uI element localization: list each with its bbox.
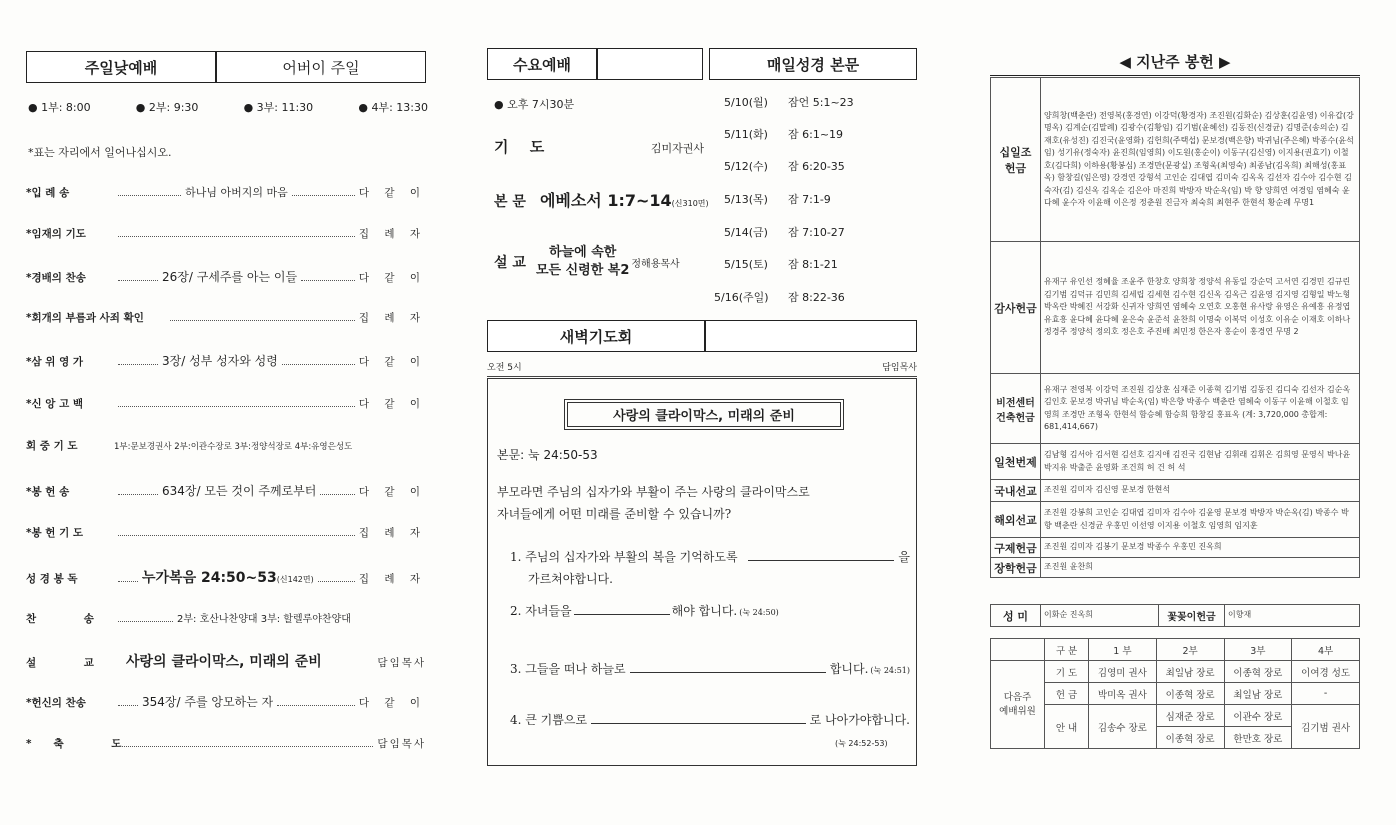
misc-names: 이화순 진옥희 bbox=[1041, 605, 1159, 627]
offering-names: 김남형 김서아 김서현 김선호 김지애 김진국 김현남 김휘래 김휘온 김희영 문영식 박나윤 박지유 박출준 윤영화 조건희 허 건 허 석 bbox=[1041, 444, 1360, 480]
notes-intro-line-1: 부모라면 주님의 십자가와 부활이 주는 사랑의 클라이막스로 bbox=[497, 485, 810, 499]
wednesday-sermon bbox=[494, 244, 708, 280]
order-label: 찬 송 bbox=[26, 613, 116, 625]
duty-role: 안 내 bbox=[1045, 705, 1089, 749]
scripture-label: 본 문 bbox=[494, 194, 526, 210]
order-row bbox=[26, 482, 426, 499]
daily-text: 잠 6:20-35 bbox=[788, 160, 845, 173]
leader-dots bbox=[118, 357, 158, 365]
order-leader: 다 같 이 bbox=[358, 486, 426, 498]
notes-intro bbox=[497, 481, 913, 525]
leader-dots bbox=[118, 528, 355, 536]
q1-suffix: 을 bbox=[898, 550, 910, 564]
stand-note: *표는 자리에서 일어나십시오. bbox=[28, 146, 172, 159]
order-label: *헌신의 찬송 bbox=[26, 697, 86, 709]
order-row bbox=[26, 525, 426, 540]
daily-entry bbox=[724, 94, 854, 110]
sermon-person: 정해용목사 bbox=[631, 258, 680, 270]
wednesday-scripture bbox=[494, 188, 709, 211]
leader-dots bbox=[118, 739, 373, 747]
leader-dots bbox=[118, 273, 158, 281]
q4-blank[interactable] bbox=[591, 714, 806, 724]
order-label: *신 앙 고 백 bbox=[26, 398, 84, 410]
order-content: 1부:문보경권사 2부:이관수장로 3부:정양석장로 4부:유영은성도 bbox=[114, 442, 353, 452]
q1-continuation: 가르쳐야합니다. bbox=[528, 572, 613, 586]
duty-person: 한만호 장로 bbox=[1224, 727, 1292, 749]
duty-person: 심재준 장로 bbox=[1156, 705, 1224, 727]
daily-header bbox=[709, 48, 917, 80]
order-content: 2부: 호산나찬양대 3부: 할렐루야찬양대 bbox=[177, 614, 351, 625]
sermon-title-1: 하늘에 속한 bbox=[549, 245, 617, 260]
notes-q2 bbox=[510, 602, 910, 619]
order-row bbox=[26, 184, 426, 200]
sunday-title: 주일낮예배 bbox=[84, 58, 158, 77]
q4-text: 4. 큰 기쁨으로 bbox=[510, 713, 588, 727]
daily-entry bbox=[724, 256, 838, 272]
q1-text: 1. 주님의 십자가와 부활의 복을 기억하도록 bbox=[510, 550, 738, 564]
q3-suffix: 합니다. bbox=[829, 662, 869, 676]
daily-text: 잠 8:22-36 bbox=[788, 291, 845, 304]
duty-header: 2부 bbox=[1156, 639, 1224, 661]
order-leader: 다 같 이 bbox=[358, 697, 426, 709]
duty-role: 헌 금 bbox=[1045, 683, 1089, 705]
q1-blank[interactable] bbox=[748, 551, 895, 561]
order-leader: 담임목사 bbox=[377, 657, 426, 669]
order-leader: 다 같 이 bbox=[358, 398, 426, 410]
next-week-duty-table bbox=[990, 638, 1360, 749]
offerings-table bbox=[990, 77, 1360, 578]
offering-row bbox=[991, 558, 1360, 578]
leader-dots bbox=[277, 698, 355, 706]
notes-title-text: 사랑의 클라이막스, 미래의 준비 bbox=[613, 409, 795, 424]
order-leader: 다 같 이 bbox=[358, 272, 426, 284]
daily-date: 5/15(토) bbox=[724, 258, 768, 271]
duty-person: 김영미 권사 bbox=[1089, 661, 1157, 683]
offering-category: 십일조 헌금 bbox=[991, 78, 1041, 242]
wednesday-header bbox=[487, 48, 597, 80]
dawn-header bbox=[487, 320, 705, 352]
offering-row bbox=[991, 502, 1360, 538]
duty-role: 기 도 bbox=[1045, 661, 1089, 683]
order-row bbox=[26, 438, 426, 453]
offering-names: 양희창(백춘란) 전영복(홍경연) 이강덕(황경자) 조진원(김화순) 김상훈(김윤영) 이유갑(강명옥) 김계순(김말례) 김광수(김황임) 김기범(윤혜선) 김동진(신경균) 김명준(송의순) 김재호(유성진) 김진국(윤영화) 김헌희(주택섭) 문보경(백은향) 박귀님(주은혜) 박종수(윤석임) 성기유(정숙자) 윤진희(임영희) 이도원(홍순이) 이동구(김신영) 이지용(권효기) 이철호(김다희) 이하용(황봉심) 조경만(문광실) 조형욱(최영숙) 최종남(김옥희) 최해성(홍표옥) 함창길(임은영) 강경연 강형석 고인순 김대엽 김미숙 김옥옥 김선자 김수아 김수현 김숙자(김) 김신옥 김옥순 김은아 마진희 박방자 박순옥(임) 박 향 양희연 여경임 염혜숙 윤다혜 윤수자 이윤해 이은정 정춘원 진금자 최숙희 최현주 한현석 황순례 무명1 bbox=[1041, 78, 1360, 242]
offering-row bbox=[991, 374, 1360, 444]
daily-date: 5/13(목) bbox=[724, 193, 768, 206]
daily-entry bbox=[724, 191, 831, 207]
offering-category: 감사헌금 bbox=[991, 242, 1041, 374]
leader-dots bbox=[118, 229, 355, 237]
order-leader: 다 같 이 bbox=[358, 356, 426, 368]
offering-names: 유재구 전영복 이강덕 조진원 김상훈 심재준 이종혁 김기범 김동진 김디숙 김선자 김순옥 김인호 문보경 박귀님 박순옥(임) 박은향 박종수 백춘란 염혜숙 이동구 이윤해 이철호 임영희 조경만 조형욱 한현석 함승혜 함승희 함창길 홍표옥 (계: 3,720,000 총합계: 681,414,667) bbox=[1041, 374, 1360, 444]
misc-label: 성 미 bbox=[991, 605, 1041, 627]
q4-suffix: 로 나아가야합니다. bbox=[809, 713, 910, 727]
order-label: *임재의 기도 bbox=[26, 228, 86, 240]
prayer-label: 기 도 bbox=[494, 138, 553, 156]
leader-dots bbox=[118, 487, 158, 495]
order-content: 3장/ 성부 성자와 성령 bbox=[162, 354, 278, 368]
duty-person: 김송수 장로 bbox=[1089, 705, 1157, 749]
offering-category: 일천번제 bbox=[991, 444, 1041, 480]
order-label: *삼 위 영 가 bbox=[26, 356, 84, 368]
offering-row bbox=[991, 538, 1360, 558]
q2-ref: (눅 24:50) bbox=[739, 608, 779, 617]
order-content: 사랑의 클라이막스, 미래의 준비 bbox=[126, 654, 322, 670]
duty-person: 김기범 권사 bbox=[1292, 705, 1360, 749]
leader-dots bbox=[301, 273, 355, 281]
order-row bbox=[26, 610, 426, 626]
order-label: 성 경 봉 독 bbox=[26, 573, 78, 585]
daily-text: 잠 8:1-21 bbox=[788, 258, 838, 271]
order-row bbox=[26, 352, 426, 369]
sunday-subtitle: 어버이 주일 bbox=[282, 58, 360, 77]
offering-category: 비전센터 건축헌금 bbox=[991, 374, 1041, 444]
daily-date: 5/14(금) bbox=[724, 226, 768, 239]
duty-person: 최일남 장로 bbox=[1156, 661, 1224, 683]
offerings-title: ◀ 지난주 봉헌 ▶ bbox=[1119, 53, 1231, 71]
offering-row bbox=[991, 480, 1360, 502]
dawn-time: 오전 5시 bbox=[487, 363, 522, 373]
leader-dots bbox=[118, 614, 173, 622]
notes-q3 bbox=[510, 660, 910, 677]
offering-category: 해외선교 bbox=[991, 502, 1041, 538]
q2-suffix: 해야 합니다. bbox=[671, 604, 738, 618]
leader-dots bbox=[118, 188, 181, 196]
notes-q4 bbox=[510, 711, 910, 728]
flower-label: 꽃꽂이헌금 bbox=[1159, 605, 1225, 627]
order-row bbox=[26, 226, 426, 241]
offering-row bbox=[991, 444, 1360, 480]
order-row bbox=[26, 310, 426, 325]
wednesday-title: 수요예배 bbox=[513, 55, 571, 74]
duty-row bbox=[991, 705, 1360, 727]
offering-names: 조진원 강봉희 고인순 김대엽 김미자 김수아 김윤영 문보경 박방자 박순옥(김) 박종수 박 향 백춘란 신경균 우홍민 이선영 이지용 이철호 임영희 임지훈 bbox=[1041, 502, 1360, 538]
order-label: *봉 헌 송 bbox=[26, 486, 70, 498]
order-row bbox=[26, 693, 426, 710]
order-row bbox=[26, 396, 426, 411]
order-row bbox=[26, 651, 426, 671]
daily-date: 5/12(수) bbox=[724, 160, 768, 173]
scripture-page: (신142면) bbox=[276, 575, 314, 584]
daily-date: 5/16(주일) bbox=[714, 291, 769, 304]
duty-row bbox=[991, 683, 1360, 705]
daily-title: 매일성경 본문 bbox=[766, 55, 860, 74]
duty-header: 4부 bbox=[1292, 639, 1360, 661]
sermon-title-2: 모든 신령한 복2 bbox=[535, 263, 630, 278]
notes-q1 bbox=[510, 546, 910, 590]
wednesday-time: ● 오후 7시30분 bbox=[494, 98, 575, 111]
duty-person: 이종혁 장로 bbox=[1224, 661, 1292, 683]
order-label: 회 중 기 도 bbox=[26, 440, 78, 452]
daily-text: 잠언 5:1~23 bbox=[788, 96, 854, 109]
duty-person: 최일남 장로 bbox=[1224, 683, 1292, 705]
order-label: *경배의 찬송 bbox=[26, 272, 86, 284]
daily-entry bbox=[724, 224, 845, 240]
daily-entry bbox=[724, 158, 845, 174]
offering-category: 국내선교 bbox=[991, 480, 1041, 502]
dawn-title: 새벽기도회 bbox=[559, 327, 633, 346]
sunday-subheader bbox=[216, 51, 426, 83]
duty-person: 이관수 장로 bbox=[1224, 705, 1292, 727]
duty-section-label bbox=[991, 661, 1045, 749]
sermon-notes-title bbox=[567, 402, 841, 427]
dawn-leader: 담임목사 bbox=[882, 363, 917, 373]
offering-row bbox=[991, 78, 1360, 242]
leader-dots bbox=[118, 698, 138, 706]
dawn-header-rest bbox=[705, 320, 917, 352]
duty-person: - bbox=[1292, 683, 1360, 705]
duty-person: 이종혁 장로 bbox=[1156, 683, 1224, 705]
order-label: *회개의 부름과 사죄 확인 bbox=[26, 312, 144, 324]
order-label: *봉 헌 기 도 bbox=[26, 527, 84, 539]
order-row bbox=[26, 268, 426, 285]
order-leader: 담임목사 bbox=[377, 738, 426, 750]
duty-header: 구 분 bbox=[1045, 639, 1089, 661]
leader-dots bbox=[292, 188, 355, 196]
time-3: ● 3부: 11:30 bbox=[243, 101, 314, 114]
q2-text: 2. 자녀들을 bbox=[510, 604, 572, 618]
duty-section-label-1: 다음주 bbox=[1003, 691, 1032, 703]
time-1: ● 1부: 8:00 bbox=[28, 101, 91, 114]
time-4: ● 4부: 13:30 bbox=[358, 101, 428, 114]
dawn-row bbox=[487, 360, 917, 377]
scripture-ref: 에베소서 1:7~14 bbox=[539, 191, 672, 210]
sunday-header bbox=[26, 51, 216, 83]
daily-date: 5/10(월) bbox=[724, 96, 768, 109]
order-content: 354장/ 주를 앙모하는 자 bbox=[142, 695, 274, 709]
sermon-label: 설 교 bbox=[494, 255, 526, 271]
duty-header-row bbox=[991, 639, 1360, 661]
offering-names: 유재구 유인선 정혜율 조윤주 한창호 양희창 정양석 유동일 강순덕 고서연 김경민 김규린 김기범 김덕규 김민희 김세립 김세현 김수현 김신옥 김옥근 김윤영 김지영 김형일 박노형 박옥란 박혜진 서강화 신귀자 양희연 염혜숙 오연호 오홍현 유사랑 유영은 유예흥 유정엽 유효흥 윤다혜 윤다혜 윤은숙 윤준석 윤찬희 이명숙 이복덕 이성호 이유순 이재호 이하나 정경주 정양석 정의호 정은호 주진배 최민정 한은자 홍순이 홍경연 무명 2 bbox=[1041, 242, 1360, 374]
offering-row bbox=[991, 242, 1360, 374]
order-leader: 집 례 자 bbox=[358, 527, 426, 539]
q3-blank[interactable] bbox=[630, 663, 826, 673]
offering-names: 조진원 윤찬희 bbox=[1041, 558, 1360, 578]
order-content: 누가복음 24:50~53 bbox=[142, 570, 277, 586]
duty-person: 박미옥 권사 bbox=[1089, 683, 1157, 705]
offering-names: 조진원 김미자 김봉기 문보경 박종수 우홍민 진옥희 bbox=[1041, 538, 1360, 558]
flower-names: 이향재 bbox=[1225, 605, 1360, 627]
offering-category: 장학헌금 bbox=[991, 558, 1041, 578]
scripture-page: (신310면) bbox=[671, 199, 709, 208]
order-leader: 다 같 이 bbox=[358, 187, 426, 199]
offering-names: 조진원 김미자 김신영 문보경 한현석 bbox=[1041, 480, 1360, 502]
order-leader: 집 례 자 bbox=[358, 312, 426, 324]
leader-dots bbox=[320, 487, 355, 495]
q2-blank[interactable] bbox=[574, 605, 670, 615]
notes-intro-line-2: 자녀들에게 어떤 미래를 준비할 수 있습니까? bbox=[497, 507, 732, 521]
order-leader: 집 례 자 bbox=[358, 228, 426, 240]
duty-header: 3부 bbox=[1224, 639, 1292, 661]
misc-offering-row bbox=[990, 604, 1360, 627]
order-row bbox=[26, 567, 426, 587]
order-label: *축 도 bbox=[26, 738, 144, 750]
leader-dots bbox=[118, 574, 138, 582]
order-content: 하나님 아버지의 마음 bbox=[185, 186, 288, 199]
duty-header: 1 부 bbox=[1089, 639, 1157, 661]
duty-person: 이종혁 장로 bbox=[1156, 727, 1224, 749]
prayer-person: 김미자권사 bbox=[650, 142, 704, 155]
order-row bbox=[26, 736, 426, 751]
daily-text: 잠 6:1~19 bbox=[788, 128, 844, 141]
duty-person: 이여경 성도 bbox=[1292, 661, 1360, 683]
duty-corner bbox=[991, 639, 1045, 661]
leader-dots bbox=[118, 399, 355, 407]
daily-entry bbox=[724, 126, 843, 142]
q3-text: 3. 그들을 떠나 하늘로 bbox=[510, 662, 626, 676]
order-label: *입 례 송 bbox=[26, 187, 70, 199]
offerings-header bbox=[990, 48, 1360, 76]
service-times bbox=[28, 99, 428, 115]
order-label: 설 교 bbox=[26, 657, 116, 669]
offering-category: 구제헌금 bbox=[991, 538, 1041, 558]
leader-dots bbox=[170, 313, 355, 321]
duty-row bbox=[991, 661, 1360, 683]
daily-text: 잠 7:1-9 bbox=[788, 193, 831, 206]
order-leader: 집 례 자 bbox=[358, 573, 426, 585]
daily-date: 5/11(화) bbox=[724, 128, 768, 141]
wednesday-prayer bbox=[494, 136, 704, 157]
time-2: ● 2부: 9:30 bbox=[135, 101, 199, 114]
leader-dots bbox=[318, 574, 355, 582]
leader-dots bbox=[282, 357, 355, 365]
order-content: 26장/ 구세주를 아는 이들 bbox=[162, 270, 298, 284]
q3-ref: (눅 24:51) bbox=[870, 666, 910, 675]
q4-ref: (눅 24:52-53) bbox=[835, 739, 888, 748]
daily-entry bbox=[714, 289, 845, 305]
wednesday-header-rest bbox=[597, 48, 703, 80]
duty-section-label-2: 예배위원 bbox=[999, 705, 1036, 717]
notes-text-ref: 본문: 눅 24:50-53 bbox=[497, 448, 598, 462]
daily-text: 잠 7:10-27 bbox=[788, 226, 845, 239]
order-content: 634장/ 모든 것이 주께로부터 bbox=[162, 484, 317, 498]
